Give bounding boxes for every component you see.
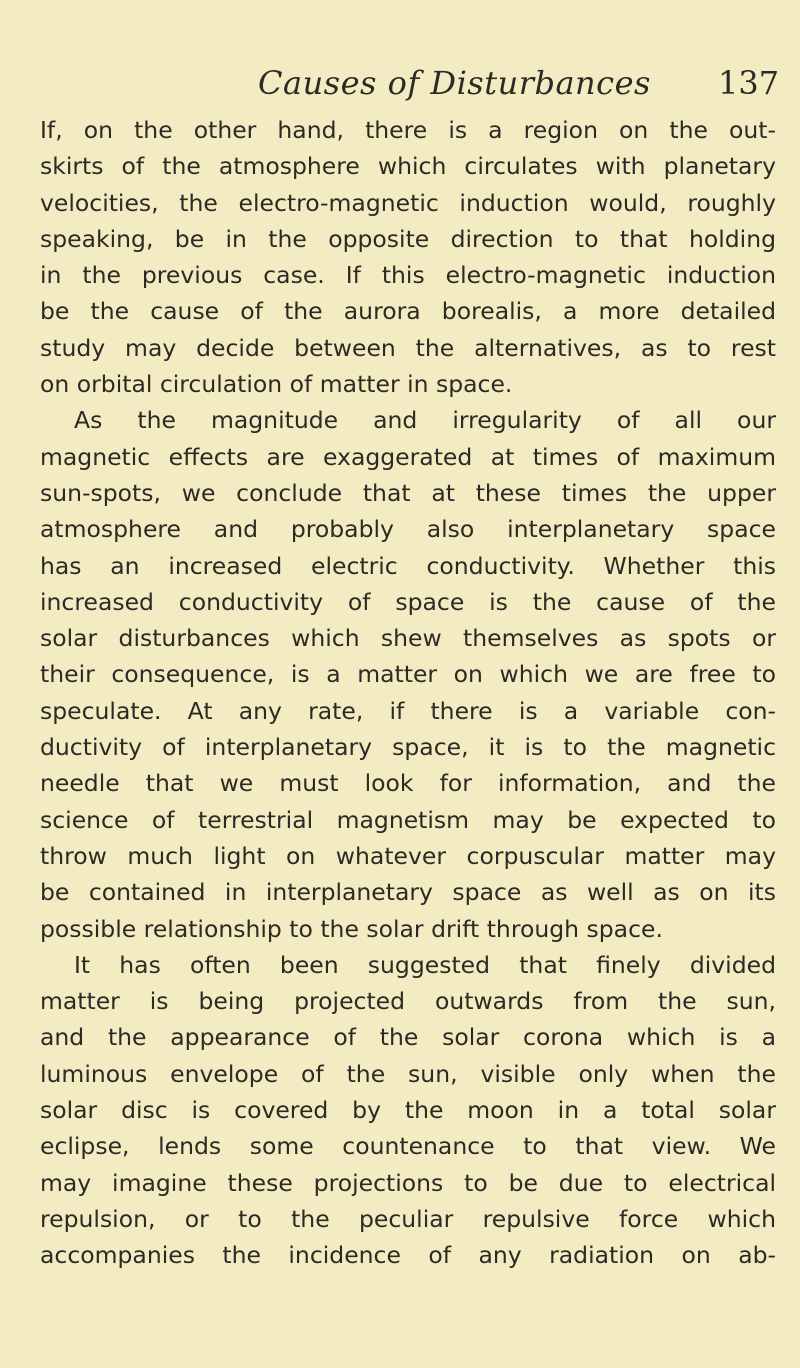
text-line: As the magnitude and irregularity of all our — [74, 406, 776, 435]
text-line: speculate. At any rate, if there is a variable con- — [40, 696, 776, 725]
text-line: velocities, the electro-magnetic induction would, roughly — [40, 188, 776, 217]
text-line: ductivity of interplanetary space, it is to the magnetic — [40, 733, 776, 762]
text-line: science of terrestrial magnetism may be expected to — [40, 805, 776, 834]
text-line: study may decide between the alternatives, as to rest — [40, 333, 776, 362]
running-title: Causes of Disturbances — [258, 64, 651, 102]
text-line: luminous envelope of the sun, visible only when the — [40, 1059, 776, 1088]
text-line: on orbital circulation of matter in space. — [40, 370, 513, 399]
text-line: and the appearance of the solar corona which is a — [40, 1023, 776, 1052]
text-line: be the cause of the aurora borealis, a more detailed — [40, 297, 776, 326]
text-line: in the previous case. If this electro-magnetic induction — [40, 261, 776, 290]
text-line: It has often been suggested that finely divided — [74, 950, 776, 979]
page-number: 137 — [718, 64, 780, 102]
text-line: If, on the other hand, there is a region on the out- — [40, 116, 776, 144]
body-text — [40, 112, 776, 1274]
text-line: sun-spots, we conclude that at these times the upper — [40, 478, 776, 507]
text-line: solar disturbances which shew themselves as spots or — [40, 624, 776, 653]
text-line: possible relationship to the solar drift through space. — [40, 914, 663, 943]
text-line: eclipse, lends some countenance to that view. We — [40, 1132, 776, 1161]
running-head — [0, 64, 800, 114]
text-line: has an increased electric conductivity. Whether this — [40, 551, 776, 580]
text-line: accompanies the incidence of any radiation on ab- — [40, 1241, 776, 1270]
text-line: atmosphere and probably also interplanetary space — [40, 515, 776, 544]
text-line: be contained in interplanetary space as well as on its — [40, 878, 776, 907]
text-line: throw much light on whatever corpuscular matter may — [40, 841, 776, 870]
text-line: matter is being projected outwards from the sun, — [40, 987, 776, 1016]
text-line: skirts of the atmosphere which circulates with planetary — [40, 152, 776, 181]
text-line: solar disc is covered by the moon in a total solar — [40, 1096, 776, 1125]
text-line: increased conductivity of space is the cause of the — [40, 587, 776, 616]
text-line: speaking, be in the opposite direction to that holding — [40, 224, 776, 253]
text-line: needle that we must look for information, and the — [40, 769, 776, 798]
text-line: magnetic effects are exaggerated at times of maximum — [40, 442, 776, 471]
text-line: may imagine these projections to be due to electrical — [40, 1168, 776, 1197]
text-line: repulsion, or to the peculiar repulsive force which — [40, 1204, 776, 1233]
text-line: their consequence, is a matter on which we are free to — [40, 660, 776, 689]
